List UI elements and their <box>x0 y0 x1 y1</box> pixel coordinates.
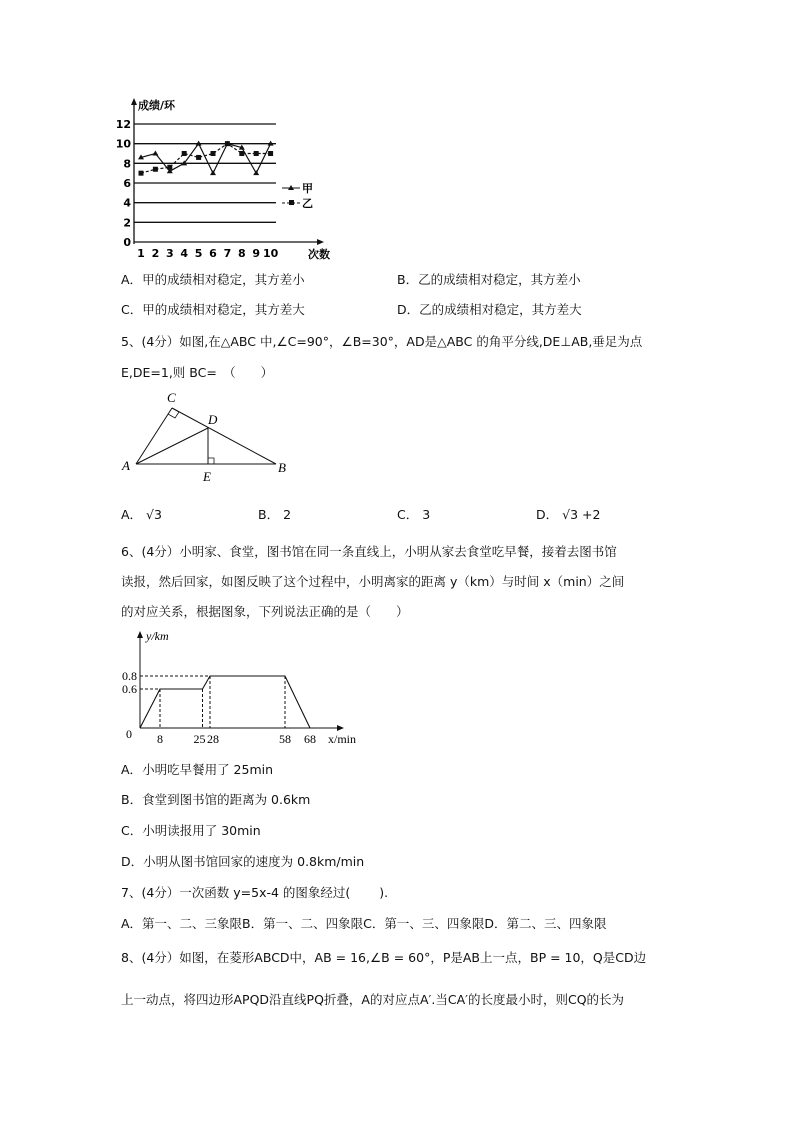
scores-x-tick: 9 <box>252 247 261 260</box>
distance-y-label: y/km <box>146 629 169 643</box>
distance-x-label: x/min <box>328 732 357 746</box>
scores-legend <box>282 182 313 210</box>
label-c: C <box>167 390 176 405</box>
distance-x-tick: 8 <box>157 732 163 746</box>
scores-y-tick: 12 <box>115 118 131 131</box>
legend-jia-label: 甲 <box>302 182 313 195</box>
label-e: E <box>203 469 211 484</box>
q6-stem-line2: 读报，然后回家，如图反映了这个过程中，小明离家的距离 y（km）与时间 x（min）之间 <box>121 574 625 589</box>
series-yi-point <box>239 151 244 156</box>
q6-stem-line1: 6、(4分）小明家、食堂，图书馆在同一条直线上，小明从家去食堂吃早餐，接着去图书馆 <box>121 544 617 559</box>
scores-y-tick: 4 <box>123 196 131 210</box>
series-jia-point <box>210 170 216 175</box>
scores-y-tick: 10 <box>115 137 131 151</box>
scores-x-arrow <box>317 239 324 245</box>
q6-option-a: A．小明吃早餐用了 25min <box>121 762 274 777</box>
scores-chart <box>110 96 340 264</box>
distance-guides <box>140 676 285 728</box>
scores-y-ticks <box>116 118 132 249</box>
scores-x-tick: 4 <box>180 247 189 260</box>
q5-option-c: C． 3 <box>397 507 431 522</box>
scores-x-tick: 2 <box>151 247 160 260</box>
series-jia-line <box>141 144 271 173</box>
q7-stem: 7、(4分）一次函数 y=5x-4 的图象经过( ). <box>121 885 389 900</box>
series-yi-point <box>254 151 259 156</box>
series-yi-point <box>153 167 158 172</box>
scores-y-tick: 6 <box>123 177 131 190</box>
label-d: D <box>208 412 218 427</box>
series-yi-point <box>182 151 187 156</box>
scores-x-tick: 5 <box>194 247 203 260</box>
distance-x-arrow <box>337 725 344 731</box>
scores-x-tick: 3 <box>165 247 174 260</box>
q7-options: A．第一、二、三象限B．第一、二、四象限C．第一、三、四象限D．第二、三、四象限 <box>121 916 607 931</box>
q6-option-d: D．小明从图书馆回家的速度为 0.8km/min <box>121 854 365 869</box>
q4-option-d: D．乙的成绩相对稳定，其方差大 <box>397 302 582 317</box>
scores-series <box>138 141 274 176</box>
scores-x-tick: 1 <box>137 247 145 260</box>
scores-y-tick: 8 <box>123 157 131 171</box>
distance-origin-label: 0 <box>126 727 132 741</box>
distance-y-arrow <box>137 631 143 638</box>
series-yi-point <box>167 165 172 170</box>
series-yi-point <box>225 141 230 146</box>
series-yi-point <box>268 151 273 156</box>
q5-stem-line2: E,DE=1,则 BC= （ ） <box>121 365 274 380</box>
distance-x-tick: 25 <box>193 732 206 746</box>
q4-option-c: C．甲的成绩相对稳定，其方差大 <box>121 302 305 317</box>
distance-y-tick: 0.8 <box>122 669 137 683</box>
q6-option-c: C．小明读报用了 30min <box>121 823 261 838</box>
q4-option-b: B．乙的成绩相对稳定，其方差小 <box>397 272 581 287</box>
scores-x-tick: 8 <box>237 247 246 260</box>
q5-stem-line1: 5、(4分）如图,在△ABC 中,∠C=90°，∠B=30°，AD是△ABC 的角平分线,DE⊥AB,垂足为点 <box>121 334 643 349</box>
scores-x-tick: 10 <box>262 247 279 260</box>
triangle-figure <box>118 388 298 486</box>
scores-y-tick: 0 <box>123 236 131 249</box>
label-b: B <box>278 460 286 475</box>
scores-y-arrow <box>131 98 137 105</box>
scores-x-tick: 7 <box>223 247 232 260</box>
q8-stem-line1: 8、(4分）如图，在菱形ABCD中，AB = 16,∠B = 60°，P是AB上一点，BP = 10，Q是CD边 <box>121 950 647 965</box>
label-a: A <box>122 458 130 473</box>
scores-y-tick: 2 <box>123 216 131 230</box>
scores-y-label: 成绩/环 <box>138 99 176 112</box>
distance-x-tick: 68 <box>304 732 316 746</box>
series-jia-point <box>152 151 158 156</box>
scores-x-label: 次数 <box>308 248 330 261</box>
series-jia-point <box>253 170 259 175</box>
distance-x-tick: 58 <box>279 732 291 746</box>
q6-option-b: B．食堂到图书馆的距离为 0.6km <box>121 792 311 807</box>
distance-y-tick: 0.6 <box>122 682 137 696</box>
scores-x-tick: 6 <box>209 247 217 260</box>
legend-yi-label: 乙 <box>302 197 313 210</box>
q6-stem-line3: 的对应关系，根据图象，下列说法正确的是（ ） <box>121 604 409 619</box>
series-yi-point <box>139 171 144 176</box>
distance-chart <box>112 628 372 750</box>
distance-axes <box>137 631 344 731</box>
distance-x-tick: 28 <box>207 732 219 746</box>
q4-option-a: A．甲的成绩相对稳定，其方差小 <box>121 272 305 287</box>
series-yi-point <box>196 155 201 160</box>
series-yi-point <box>211 151 216 156</box>
scores-x-ticks <box>137 247 278 260</box>
q8-stem-line2: 上一动点，将四边形APQD沿直线PQ折叠，A的对应点A′.当CA′的长度最小时，则CQ的长为 <box>121 992 625 1007</box>
q5-option-a: A． √3 <box>121 507 162 522</box>
q5-option-d: D． √3 +2 <box>536 507 601 522</box>
q5-option-b: B． 2 <box>258 507 292 522</box>
